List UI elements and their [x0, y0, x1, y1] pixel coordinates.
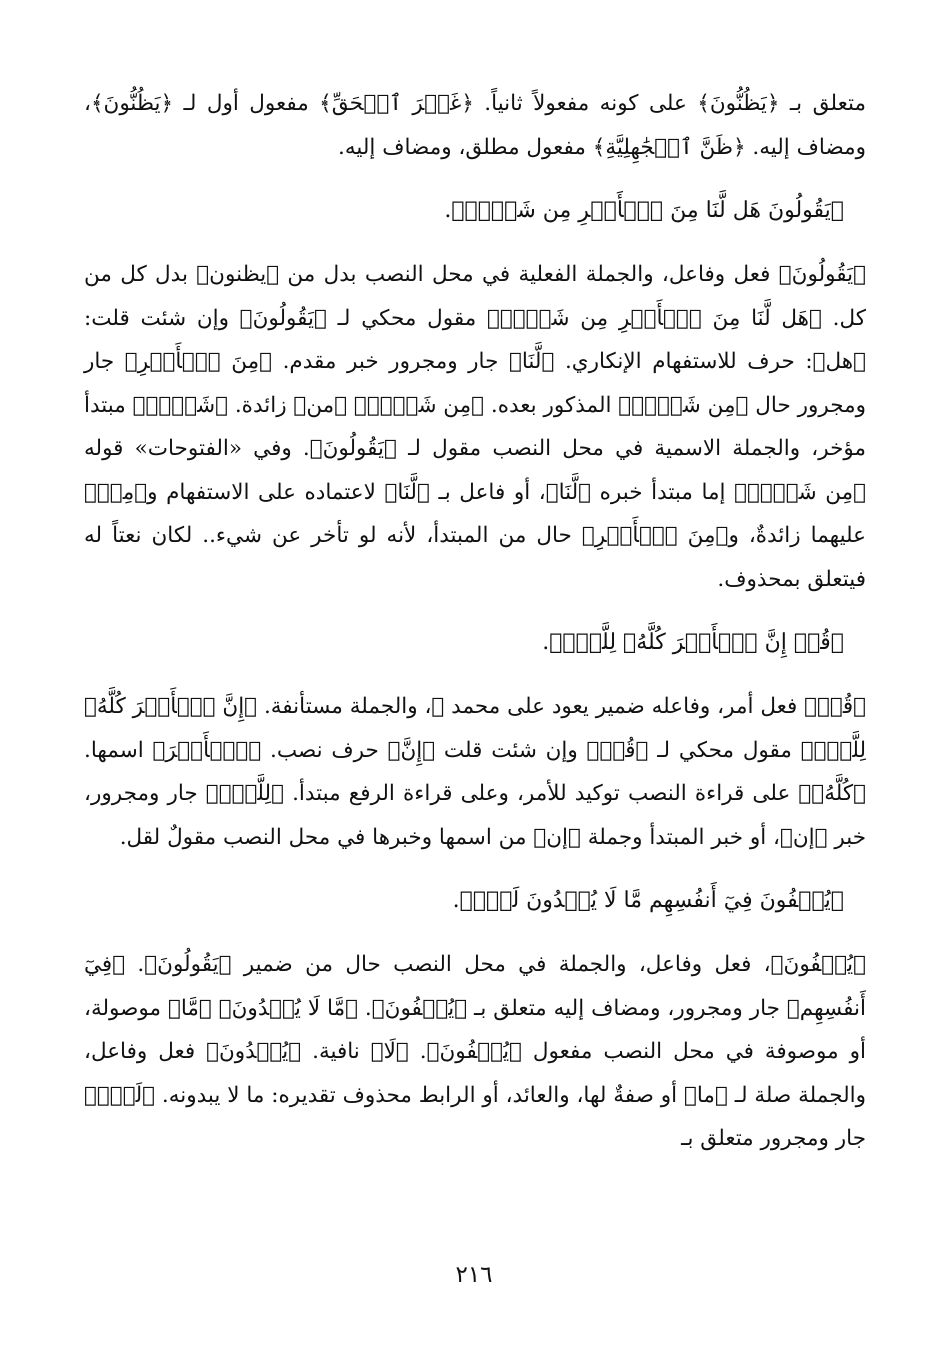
paragraph-4: ﴿يُخۡفُونَ﴾، فعل وفاعل، والجملة في محل النصب حال من ضمير ﴿يَقُولُونَ﴾. ﴿فِيٓ أَنفُسِهِم﴾ جار ومجرور، ومضاف إليه متعلق بـ ﴿يُخۡفُونَ﴾. ﴿مَّا لَا يُبۡدُونَ﴾ ﴿مَّا﴾ موصولة، أو موصوفة في محل النصب مفعول ﴿يُخۡفُونَ﴾. ﴿لَا﴾ نافية. ﴿يُبۡدُونَ﴾ فعل وفاعل، والجملة صلة لـ ﴿ما﴾ أو صفةٌ لها، والعائد، أو الرابط محذوف تقديره: ما لا يبدونه. ﴿لَكَۖ﴾ جار ومجرور متعلق بـ	[84, 952, 866, 1151]
verse-2: ﴿قُلۡ إِنَّ ٱلۡأَمۡرَ كُلَّهُۥ لِلَّهِۗ﴾.	[542, 630, 844, 655]
paragraph-1: متعلق بـ ﴿يَظُنُّونَ﴾ على كونه مفعولاً ثانياً. ﴿غَيۡرَ ٱلۡحَقِّ﴾ مفعول أول لـ ﴿يَظُنُّونَ﴾، ومضاف إليه. ﴿ظَنَّ ٱلۡجَٰهِلِيَّةِ﴾ مفعول مطلق، ومضاف إليه.	[84, 91, 866, 160]
page-number: ٢١٦	[455, 1262, 493, 1288]
verse-3: ﴿يُخۡفُونَ فِيٓ أَنفُسِهِم مَّا لَا يُبۡدُونَ لَكَۖ﴾.	[452, 888, 844, 913]
paragraph-2: ﴿يَقُولُونَ﴾ فعل وفاعل، والجملة الفعلية في محل النصب بدل من ﴿يظنون﴾ بدل كل من كل. ﴿هَل لَّنَا مِنَ ٱلۡأَمۡرِ مِن شَيۡءٖ﴾ مقول محكي لـ ﴿يَقُولُونَ﴾ وإن شئت قلت: ﴿هل﴾: حرف للاستفهام الإنكاري. ﴿لَّنَا﴾ جار ومجرور خبر مقدم. ﴿مِنَ ٱلۡأَمۡرِ﴾ جار ومجرور حال ﴿مِن شَيۡءٖ﴾ المذكور بعده. ﴿مِن شَيۡءٖ﴾ ﴿من﴾ زائدة. ﴿شَيۡءٖ﴾ مبتدأ مؤخر، والجملة الاسمية في محل النصب مقول لـ ﴿يَقُولُونَ﴾. وفي «الفتوحات» قوله ﴿مِن شَيۡءٖ﴾ إما مبتدأ خبره ﴿لَّنَا﴾، أو فاعل بـ ﴿لَّنَا﴾ لاعتماده على الاستفهام و﴿مِنۡ﴾ عليهما زائدةٌ، و﴿مِنَ ٱلۡأَمۡرِ﴾ حال من المبتدأ، لأنه لو تأخر عن شيء.. لكان نعتاً له فيتعلق بمحذوف.	[84, 262, 866, 592]
page-body	[84, 82, 866, 1161]
paragraph-3: ﴿قُلۡ﴾ فعل أمر، وفاعله ضمير يعود على محمد ﷺ، والجملة مستأنفة. ﴿إِنَّ ٱلۡأَمۡرَ كُلَّهُۥ لِلَّهِۗ﴾ مقول محكي لـ ﴿قُلۡ﴾ وإن شئت قلت ﴿إِنَّ﴾ حرف نصب. ﴿ٱلۡأَمۡرَ﴾ اسمها. ﴿كُلَّهُۥ﴾ على قراءة النصب توكيد للأمر، وعلى قراءة الرفع مبتدأ. ﴿لِلَّهِۗ﴾ جار ومجرور، خبر ﴿إن﴾، أو خبر المبتدأ وجملة ﴿إن﴾ من اسمها وخبرها في محل النصب مقولٌ لقل.	[84, 694, 866, 850]
verse-1: ﴿يَقُولُونَ هَل لَّنَا مِنَ ٱلۡأَمۡرِ مِن شَيۡءٖ﴾.	[444, 198, 844, 223]
